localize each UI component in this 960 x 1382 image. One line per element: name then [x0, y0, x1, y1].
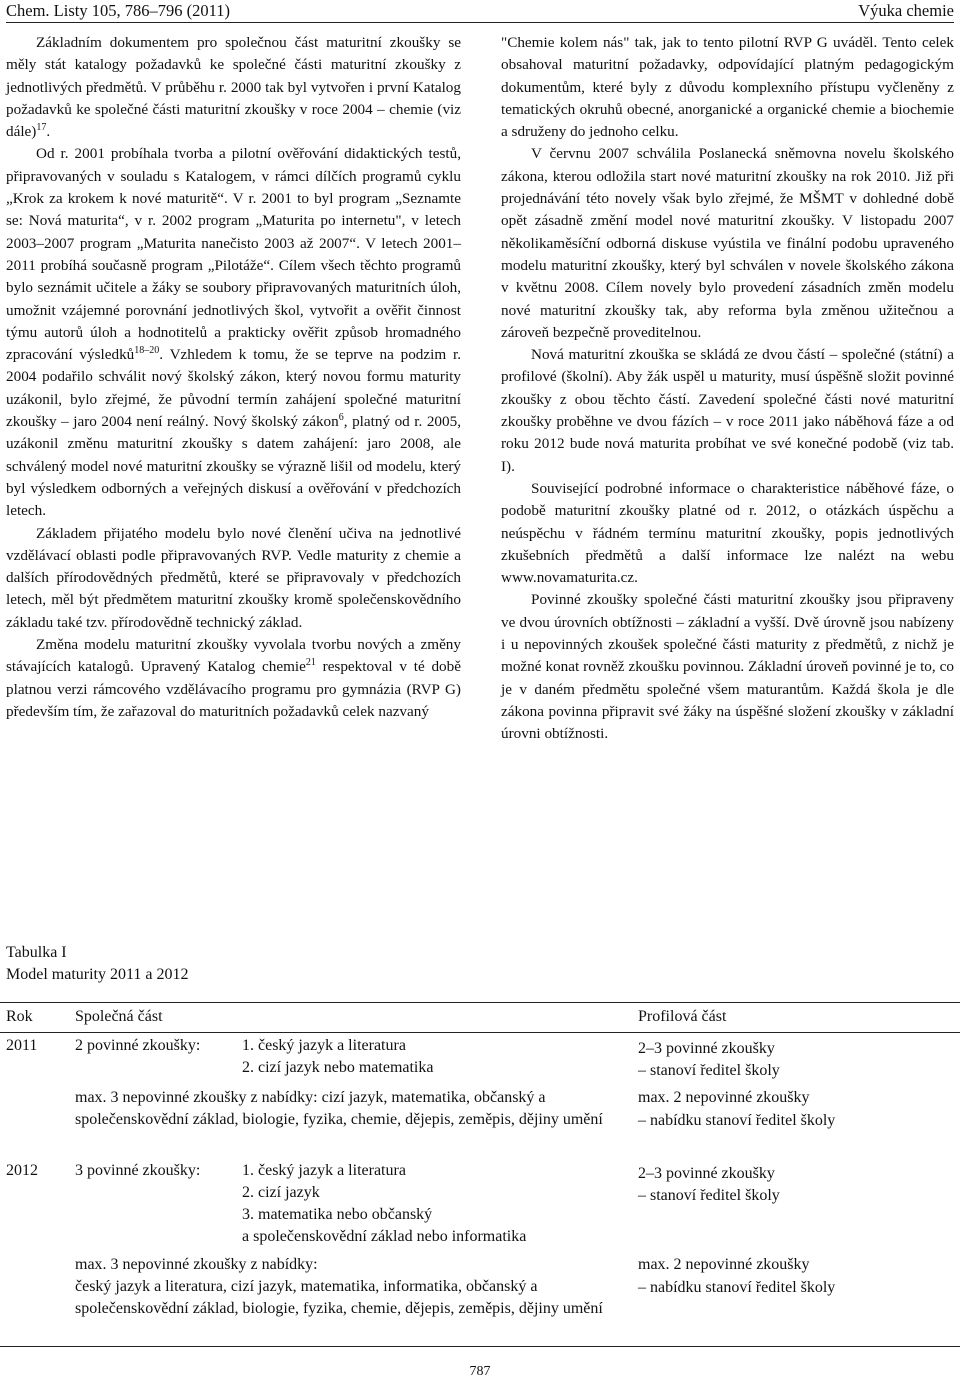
- section-title: Výuka chemie: [858, 1, 954, 20]
- paragraph: Základním dokumentem pro společnou část maturitní zkoušky se měly stát katalogy požadavků ke společné části maturitní zkoušky z jednotlivých předmětů. V průběhu r. 2000 tak byl vytvořen i první Katalog požadavků ke společné části maturitní zkoušky v roce 2004 – chemie (viz dále)$^{17}$.: [6, 34, 461, 141]
- journal-citation: Chem. Listy 105, 786–796 (2011): [6, 1, 230, 20]
- paragraph: Související podrobné informace o charakteristice náběhové fáze, o podobě maturitní zkoušky platné od r. 2012, o otázkách úspěchu a neúspěchu v řádném termínu maturitní zkoušky, popis jednotlivých zkušebních předmětů a další informace lze nalézt na webu www.novamaturita.cz.: [501, 479, 954, 587]
- table-caption: [6, 942, 189, 986]
- mandatory-item: 2. cizí jazyk nebo matematika: [242, 1059, 434, 1076]
- table-bottom-rule: [0, 1346, 960, 1347]
- profile-optional-note: – nabídku stanoví ředitel školy: [638, 1112, 836, 1129]
- paragraph: Od r. 2001 probíhala tvorba a pilotní ověřování didaktických testů, připravovaných v souladu s Katalogem, v rámci dílčích programů cyklu „Krok za krokem k nové maturitě“. V r. 2001 to byl program „Seznamte se: Nová maturita“, v r. 2002 program „Maturita po internetu", v letech 2003–2007 program „Maturita nanečisto 2003 až 2007“. V letech 2001–2011 probíhá současně program „Pilotáže“. Cílem všech těchto programů bylo seznámit učitele a žáky se soubory připravovaných maturitních úloh, umožnit vzájemné porovnání jednotlivých škol, vytvořit a ověřit činnost týmu autorů úloh a hodnotitelů a prakticky ověřit způsob hromadného zpracování výsledků$^{18-20}$. Vzhledem k tomu, že se teprve na podzim r. 2004 podařilo schválit nový školský zákon, který novou formu maturity uzákonil, bylo zřejmé, že původní termín zahájení společné maturitní zkoušky – jaro 2004 není reálný. Nový školský zákon$^6$, platný od r. 2005, uzákonil změnu maturitní zkoušky s datem zahájení: jaro 2008, ale schválený model nové maturitní zkoušky se výrazně lišil od modelu, který byl výsledkem odborných a veřejných diskusí a ověřování v předchozích letech.: [6, 145, 461, 520]
- profile-mandatory: 2–3 povinné zkoušky: [638, 1040, 775, 1057]
- mandatory-label: 3 povinné zkoušky:: [75, 1162, 201, 1179]
- reference: 17: [36, 122, 47, 134]
- table-header-rule: [0, 1032, 960, 1033]
- profile-mandatory-note: – stanoví ředitel školy: [638, 1187, 780, 1204]
- reference: 21: [305, 657, 316, 669]
- paragraph: Změna modelu maturitní zkoušky vyvolala tvorbu nových a změny stávajících katalogů. Upravený Katalog chemie$^{21}$ respektoval v té době platnou verzi rámcového vzdělávacího programu pro gymnázia (RVP G) především tím, že zařazoval do maturitních požadavků celek nazvaný: [6, 636, 461, 720]
- optional-exams: max. 3 nepovinné zkoušky z nabídky: cizí jazyk, matematika, občanský a společenskovědní základ, biologie, fyzika, chemie, dějepis, zeměpis, dějiny umění: [75, 1089, 603, 1128]
- table-label: Tabulka I: [6, 944, 67, 961]
- right-column: [501, 32, 954, 746]
- table-header-spolecna: Společná část: [75, 1008, 163, 1025]
- paragraph: Povinné zkoušky společné části maturitní zkoušky jsou připraveny ve dvou úrovních obtížnosti – základní a vyšší. Dvě úrovně jsou nabízeny i u nepovinných zkoušek společné části maturity z předmětů, z nichž je možné konat rovněž zkoušku povinnou. Základní úroveň povinné je to, co je v daném předmětu společné všem maturantům. Každá škola je dle zákona povinna připravit své žáky na úspěšné složení zkoušky v základní úrovni obtížnosti.: [501, 591, 954, 743]
- paragraph: V červnu 2007 schválila Poslanecká sněmovna novelu školského zákona, kterou odložila start nové maturitní zkoušky na rok 2010. Již při projednávání této novely však bylo zřejmé, že MŠMT v dohledné době opět zásadně změní model nové maturitní zkoušky. V listopadu 2007 několikaměsíční odborná diskuse vyústila ve finální podobu upraveného modelu maturitní zkoušky, který byl schválen v novele školského zákona v květnu 2008. Cílem novely bylo provedení zásadních změn modelu nové maturitní zkoušky tak, aby reforma byla změnou užitečnou a zároveň bezpečně proveditelnou.: [501, 145, 954, 341]
- mandatory-item: 3. matematika nebo občanský: [242, 1206, 433, 1223]
- row-year: 2012: [6, 1162, 38, 1179]
- profile-mandatory-note: – stanoví ředitel školy: [638, 1062, 780, 1079]
- paragraph: Nová maturitní zkouška se skládá ze dvou částí – společné (státní) a profilové (školní). Aby žák uspěl u maturity, musí úspěšně složit povinné zkoušky z obou těchto částí. Zavedení společné části nové maturitní zkoušky proběhne ve dvou fázích – v roce 2011 jako náběhová fáze a od roku 2012 bude nová maturita probíhat ve své konečné podobě (viz tab. I).: [501, 346, 954, 475]
- optional-label: max. 3 nepovinné zkoušky z nabídky:: [75, 1256, 318, 1273]
- table-header-profilova: Profilová část: [638, 1008, 727, 1025]
- profile-optional: max. 2 nepovinné zkoušky: [638, 1256, 810, 1273]
- profile-mandatory: 2–3 povinné zkoušky: [638, 1165, 775, 1182]
- mandatory-item: 1. český jazyk a literatura: [242, 1037, 406, 1054]
- mandatory-item: 1. český jazyk a literatura: [242, 1162, 406, 1179]
- mandatory-item: a společenskovědní základ nebo informatika: [242, 1228, 527, 1245]
- table-title: Model maturity 2011 a 2012: [6, 966, 189, 983]
- paragraph: "Chemie kolem nás" tak, jak to tento pilotní RVP G uváděl. Tento celek obsahoval maturitní požadavky, odpovídající platným pedagogickým dokumentům, které byly z důvodu komplexního přístupu vyčleněny z tematických okruhů obecné, anorganické a organické chemie a biochemie a sdruženy do jednoho celku.: [501, 34, 954, 141]
- optional-exams: český jazyk a literatura, cizí jazyk, matematika, informatika, občanský a společenskovědní základ, biologie, fyzika, chemie, dějepis, zeměpis, dějiny umění: [75, 1278, 603, 1317]
- mandatory-label: 2 povinné zkoušky:: [75, 1037, 201, 1054]
- page-number: 787: [469, 1364, 491, 1379]
- paragraph: Základem přijatého modelu bylo nové členění učiva na jednotlivé vzdělávací oblasti podle připravovaných RVP. Vedle maturity z chemie a dalších přírodovědných předmětů, které se připravovaly v předchozích letech, měl být předmětem maturitní zkoušky kromě společenskovědního základu také tzv. přírodovědně technický základ.: [6, 524, 461, 631]
- reference: 18–20: [134, 345, 160, 357]
- row-year: 2011: [6, 1037, 38, 1054]
- table-top-rule: [0, 1002, 960, 1003]
- profile-optional-note: – nabídku stanoví ředitel školy: [638, 1279, 836, 1296]
- mandatory-item: 2. cizí jazyk: [242, 1184, 320, 1201]
- reference: 6: [338, 411, 344, 423]
- table-header-rok: Rok: [6, 1008, 33, 1025]
- left-column: [6, 32, 461, 723]
- page-header: [6, 0, 954, 23]
- profile-optional: max. 2 nepovinné zkoušky: [638, 1089, 810, 1106]
